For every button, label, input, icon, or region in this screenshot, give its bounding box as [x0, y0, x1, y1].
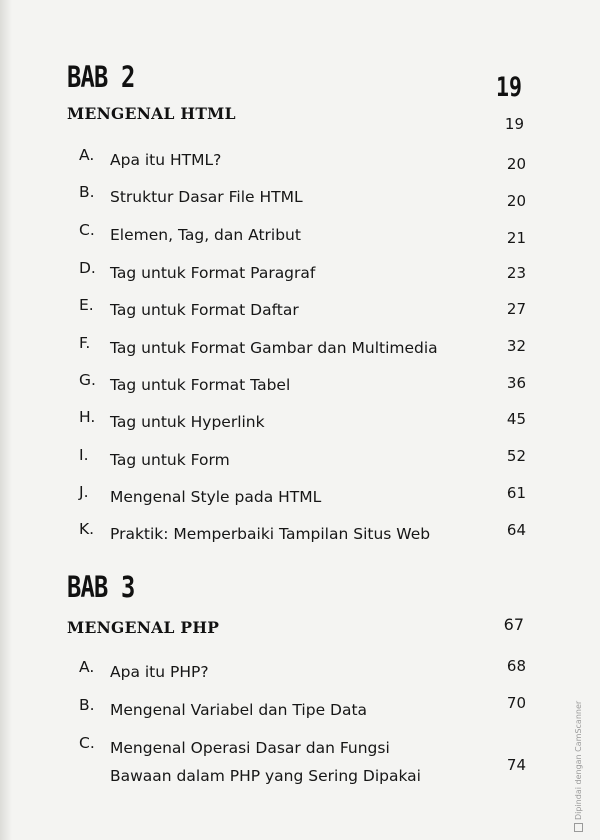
toc-entry: [79, 408, 265, 436]
entry-letter: A.: [79, 146, 95, 164]
entry-letter: C.: [79, 221, 95, 239]
entry-letter: F.: [79, 334, 91, 352]
entry-page-number: 61: [506, 484, 526, 502]
entry-letter: K.: [79, 520, 95, 538]
entry-letter: H.: [79, 408, 96, 426]
entry-title: Struktur Dasar File HTML: [110, 188, 303, 206]
entry-letter: D.: [79, 259, 96, 277]
entry-letter: I.: [79, 446, 89, 464]
entry-title: Tag untuk Format Gambar dan Multimedia: [110, 339, 438, 357]
section-page-number: 67: [503, 615, 524, 634]
entry-title: Mengenal Variabel dan Tipe Data: [110, 701, 368, 719]
entry-page-number: 20: [506, 155, 526, 173]
toc-entry: [79, 520, 430, 548]
section-title: MENGENAL HTML: [67, 104, 236, 123]
entry-page-number: 36: [506, 374, 526, 392]
entry-page-number: 21: [506, 229, 526, 247]
entry-page-number: 45: [506, 410, 526, 428]
entry-page-number: 64: [506, 521, 526, 539]
chapter-heading: BAB 3: [67, 570, 135, 604]
entry-letter: J.: [79, 483, 89, 501]
toc-entry: [79, 483, 321, 511]
entry-page-number: 20: [506, 192, 526, 210]
entry-title: Apa itu PHP?: [110, 663, 209, 681]
entry-letter: E.: [79, 296, 94, 314]
entry-title-line: Bawaan dalam PHP yang Sering Dipakai: [110, 767, 421, 785]
entry-title: Tag untuk Format Tabel: [110, 376, 291, 394]
watermark-text: Dipindai dengan CamScanner: [574, 700, 583, 820]
entry-title: Apa itu HTML?: [110, 151, 222, 169]
entry-title: Praktik: Memperbaiki Tampilan Situs Web: [110, 525, 431, 543]
entry-letter: A.: [79, 658, 95, 676]
entry-letter: B.: [79, 696, 95, 714]
entry-letter: G.: [79, 371, 96, 389]
section-page-number: 19: [504, 115, 524, 133]
toc-entry: [79, 334, 438, 362]
entry-title: Mengenal Style pada HTML: [110, 488, 322, 506]
entry-letter: B.: [79, 183, 95, 201]
toc-entry: [79, 446, 230, 474]
toc-entry: [79, 259, 315, 287]
toc-entry: [79, 371, 290, 399]
entry-page-number: 32: [506, 337, 526, 355]
chapter-heading: BAB 2: [67, 60, 135, 94]
toc-entry: [79, 658, 209, 686]
scanner-watermark: [574, 701, 583, 832]
entry-page-number: 70: [506, 694, 526, 712]
entry-title-line: Mengenal Operasi Dasar dan Fungsi: [110, 739, 390, 757]
entry-title: Elemen, Tag, dan Atribut: [110, 226, 301, 244]
entry-title: Tag untuk Format Paragraf: [110, 264, 316, 282]
entry-page-number: 52: [506, 447, 526, 465]
entry-title: Tag untuk Format Daftar: [110, 301, 299, 319]
entry-title: Tag untuk Form: [110, 451, 230, 469]
section-title: MENGENAL PHP: [67, 618, 220, 637]
entry-title: [110, 734, 421, 790]
entry-letter: C.: [79, 734, 95, 752]
entry-page-number: 68: [506, 657, 526, 675]
toc-entry: [79, 146, 221, 174]
toc-entry: [79, 734, 421, 790]
chapter-page-number: 19: [496, 72, 523, 103]
page-edge-shadow: [0, 0, 12, 840]
camscanner-icon: [574, 823, 583, 832]
toc-entry: [79, 183, 303, 211]
entry-title: Tag untuk Hyperlink: [110, 413, 265, 431]
toc-entry: [79, 221, 301, 249]
entry-page-number: 27: [506, 300, 526, 318]
toc-entry: [79, 696, 367, 724]
entry-page-number: 74: [506, 756, 526, 774]
entry-page-number: 23: [506, 264, 526, 282]
toc-entry: [79, 296, 299, 324]
